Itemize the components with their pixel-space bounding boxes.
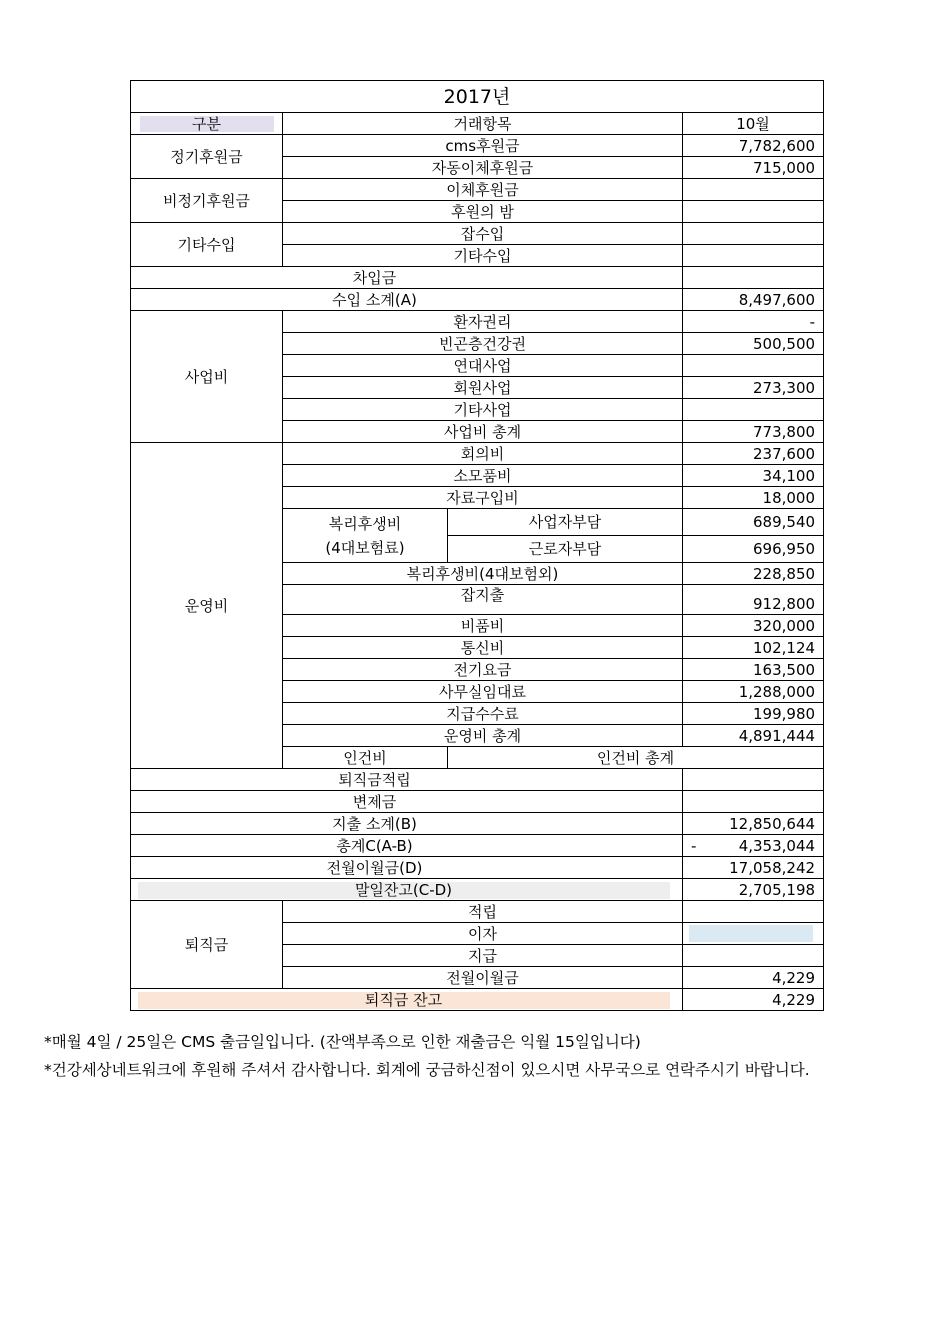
loan-label	[131, 267, 683, 289]
transfer-donation-label: 이체후원금	[283, 179, 683, 201]
misc-expense-label-text: 잡지출	[460, 586, 505, 604]
business-item-label: 연대사업	[283, 355, 683, 377]
severance-accrual-value	[683, 901, 824, 923]
employer-share-value: 689,540	[683, 509, 824, 536]
income-subtotal-value: 8,497,600	[683, 289, 824, 311]
end-balance-value: 2,705,198	[683, 879, 824, 901]
table-row	[131, 267, 824, 289]
supplies-value: 34,100	[683, 465, 824, 487]
repayment-text: 변제금	[352, 792, 397, 811]
materials-value: 18,000	[683, 487, 824, 509]
business-item-value: 500,500	[683, 333, 824, 355]
business-item-value: -	[683, 311, 824, 333]
table-row	[131, 135, 824, 157]
severance-payment-value	[683, 945, 824, 967]
repayment-value	[683, 791, 824, 813]
equipment-value: 320,000	[683, 615, 824, 637]
thanks-note: *건강세상네트워크에 후원해 주셔서 감사합니다. 회계에 궁금하신점이 있으시면 사무국으로 연락주시기 바랍니다.	[44, 1061, 810, 1079]
severance-reserve-value	[683, 769, 824, 791]
other-income-category: 기타수입	[131, 223, 283, 267]
table-row	[131, 289, 824, 311]
table-row	[131, 179, 824, 201]
header-category-label: 구분	[140, 116, 274, 132]
severance-interest-value	[683, 923, 824, 945]
business-item-label: 기타사업	[283, 399, 683, 421]
header-row	[131, 113, 824, 135]
business-item-label: 회원사업	[283, 377, 683, 399]
welfare-other-value: 228,850	[683, 563, 824, 585]
expense-subtotal-label	[131, 813, 683, 835]
telecom-value: 102,124	[683, 637, 824, 659]
severance-interest-label: 이자	[283, 923, 683, 945]
operating-total-label: 운영비 총계	[283, 725, 683, 747]
business-item-value: 273,300	[683, 377, 824, 399]
misc-income-label: 잡수입	[283, 223, 683, 245]
total-c-value-cell	[683, 835, 824, 857]
cms-donation-value: 7,782,600	[683, 135, 824, 157]
fees-value: 199,980	[683, 703, 824, 725]
business-category: 사업비	[131, 311, 283, 443]
total-c-value: 4,353,044	[738, 836, 816, 855]
monthly-finance-table	[130, 80, 824, 1011]
table-row	[131, 901, 824, 923]
worker-share-label: 근로자부담	[448, 536, 683, 563]
donation-night-value	[683, 201, 824, 223]
equipment-label: 비품비	[283, 615, 683, 637]
welfare-label-line1: 복리후생비	[328, 514, 402, 533]
table-row	[131, 835, 824, 857]
business-total-value: 773,800	[683, 421, 824, 443]
table-row	[131, 813, 824, 835]
operating-category: 운영비	[131, 443, 283, 769]
business-item-label: 환자권리	[283, 311, 683, 333]
electric-label: 전기요금	[283, 659, 683, 681]
misc-expense-label	[283, 585, 683, 615]
misc-expense-value: 912,800	[683, 585, 824, 615]
personnel-total-label: 인건비 총계	[448, 747, 824, 769]
welfare-insurance-label	[283, 509, 448, 563]
misc-income-value	[683, 223, 824, 245]
telecom-label: 통신비	[283, 637, 683, 659]
welfare-label-line2: (4대보험료)	[325, 538, 405, 557]
table-row	[131, 879, 824, 901]
header-category	[131, 113, 283, 135]
severance-reserve-label	[131, 769, 683, 791]
table-row	[131, 443, 824, 465]
business-item-value	[683, 399, 824, 421]
etc-income-label: 기타수입	[283, 245, 683, 267]
severance-balance-text: 퇴직금 잔고	[138, 992, 670, 1009]
severance-balance-value: 4,229	[683, 989, 824, 1011]
auto-transfer-label: 자동이체후원금	[283, 157, 683, 179]
income-subtotal-label	[131, 289, 683, 311]
table-row	[131, 791, 824, 813]
electric-value: 163,500	[683, 659, 824, 681]
business-item-value	[683, 355, 824, 377]
interest-highlight	[689, 925, 813, 942]
auto-transfer-value: 715,000	[683, 157, 824, 179]
total-c-text: 총계C(A-B)	[336, 836, 413, 855]
carryover-value: 17,058,242	[683, 857, 824, 879]
table-row	[131, 989, 824, 1011]
header-month: 10월	[683, 113, 824, 135]
end-balance-text: 말일잔고(C-D)	[138, 882, 670, 899]
table-row	[131, 769, 824, 791]
worker-share-value: 696,950	[683, 536, 824, 563]
fees-label: 지급수수료	[283, 703, 683, 725]
negative-sign: -	[691, 836, 697, 855]
rent-label: 사무실임대료	[283, 681, 683, 703]
expense-subtotal-value: 12,850,644	[683, 813, 824, 835]
total-c-label	[131, 835, 683, 857]
carryover-text: 전월이월금(D)	[326, 858, 423, 877]
employer-share-label: 사업자부담	[448, 509, 683, 536]
irregular-donation-category: 비정기후원금	[131, 179, 283, 223]
business-total-label: 사업비 총계	[283, 421, 683, 443]
donation-night-label: 후원의 밤	[283, 201, 683, 223]
repayment-label	[131, 791, 683, 813]
meeting-expense-label: 회의비	[283, 443, 683, 465]
loan-value	[683, 267, 824, 289]
table-row	[131, 223, 824, 245]
supplies-label: 소모품비	[283, 465, 683, 487]
income-subtotal-text: 수입 소계(A)	[332, 290, 417, 309]
transfer-donation-value	[683, 179, 824, 201]
rent-value: 1,288,000	[683, 681, 824, 703]
loan-label-text: 차입금	[352, 268, 397, 287]
severance-accrual-label: 적립	[283, 901, 683, 923]
expense-subtotal-text: 지출 소계(B)	[332, 814, 417, 833]
meeting-expense-value: 237,600	[683, 443, 824, 465]
severance-carryover-label: 전월이월금	[283, 967, 683, 989]
cms-withdrawal-note: *매월 4일 / 25일은 CMS 출금일입니다. (잔액부족으로 인한 재출금은 익월 15일입니다)	[44, 1033, 641, 1051]
table-row	[131, 311, 824, 333]
severance-reserve-text: 퇴직금적립	[338, 770, 411, 789]
materials-label: 자료구입비	[283, 487, 683, 509]
welfare-other-label: 복리후생비(4대보험외)	[283, 563, 683, 585]
personnel-category: 인건비	[283, 747, 448, 769]
severance-payment-label: 지급	[283, 945, 683, 967]
regular-donation-category: 정기후원금	[131, 135, 283, 179]
severance-balance-label	[131, 989, 683, 1011]
etc-income-value	[683, 245, 824, 267]
operating-total-value: 4,891,444	[683, 725, 824, 747]
carryover-label	[131, 857, 683, 879]
end-balance-label	[131, 879, 683, 901]
year-title: 2017년	[131, 81, 824, 113]
header-item: 거래항목	[283, 113, 683, 135]
severance-category: 퇴직금	[131, 901, 283, 989]
severance-carryover-value: 4,229	[683, 967, 824, 989]
table-row	[131, 857, 824, 879]
footnotes	[44, 1028, 914, 1084]
business-item-label: 빈곤층건강권	[283, 333, 683, 355]
cms-donation-label: cms후원금	[283, 135, 683, 157]
